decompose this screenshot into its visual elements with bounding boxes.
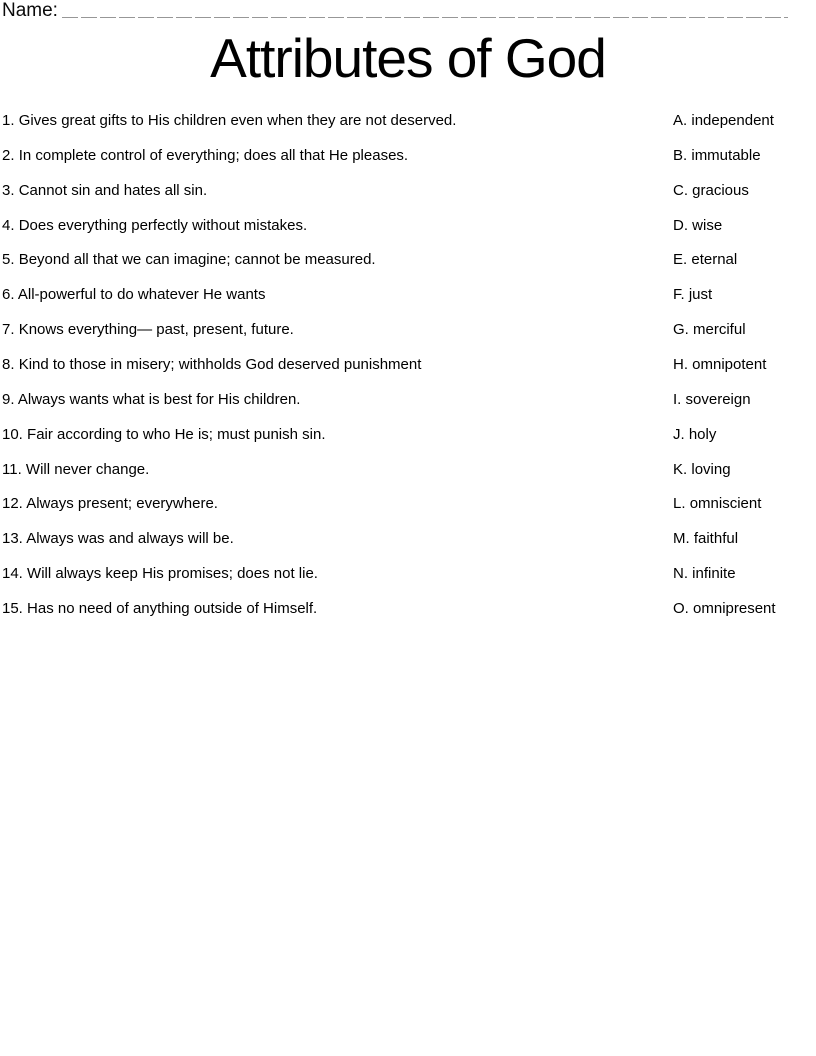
question-text: Cannot sin and hates all sin. [18, 181, 208, 199]
matching-list [0, 104, 816, 627]
question-text: Always present; everywhere. [26, 495, 218, 513]
answer-option [673, 278, 816, 313]
question-number: 4. [2, 216, 15, 234]
question-text: Will always keep His promises; does not lie. [27, 565, 318, 583]
question-text: Beyond all that we can imagine; cannot be measured. [18, 251, 376, 269]
answer-text: gracious [692, 181, 749, 199]
question [0, 592, 673, 627]
answer-option [673, 104, 816, 139]
question [0, 104, 673, 139]
answer-letter: N. [673, 565, 688, 583]
question [0, 209, 673, 244]
answer-option [673, 209, 816, 244]
answer-option [673, 418, 816, 453]
question [0, 174, 673, 209]
answer-letter: M. [673, 530, 690, 548]
match-row [0, 348, 816, 383]
answer-text: faithful [693, 530, 739, 548]
question-text: Always was and always will be. [26, 530, 234, 548]
question-number: 11. [2, 460, 22, 478]
question-text: Does everything perfectly without mistakes. [18, 216, 308, 234]
answer-text: just [688, 286, 713, 304]
answer-text: omnipotent [692, 356, 767, 374]
question [0, 313, 673, 348]
question-number: 1. [2, 112, 15, 129]
question [0, 453, 673, 488]
question [0, 348, 673, 383]
question [0, 243, 673, 278]
question-number: 10. [2, 425, 23, 443]
question-number: 2. [2, 146, 15, 164]
question [0, 139, 673, 174]
question-text: Always wants what is best for His children. [17, 390, 301, 408]
answer-letter: F. [673, 286, 685, 304]
answer-text: holy [688, 425, 717, 443]
question-number: 7. [2, 321, 15, 339]
answer-option [673, 139, 816, 174]
question-text: Gives great gifts to His children even when they are not deserved. [18, 112, 457, 129]
answer-letter: G. [673, 321, 689, 339]
match-row [0, 243, 816, 278]
question-text: Will never change. [25, 460, 150, 478]
question [0, 418, 673, 453]
match-row [0, 522, 816, 557]
question-text: Kind to those in misery; withholds God deserved punishment [18, 356, 422, 374]
question-text: All-powerful to do whatever He wants [17, 286, 266, 304]
answer-option [673, 348, 816, 383]
match-row [0, 139, 816, 174]
answer-text: loving [691, 460, 731, 478]
answer-text: omnipresent [693, 600, 776, 618]
question [0, 522, 673, 557]
answer-letter: K. [673, 460, 688, 478]
match-row [0, 453, 816, 488]
question-text: Has no need of anything outside of Himself. [27, 600, 318, 618]
question [0, 278, 673, 313]
answer-text: sovereign [685, 390, 751, 408]
answer-option [673, 174, 816, 209]
question-number: 14. [2, 565, 23, 583]
answer-letter: A. [673, 112, 688, 129]
question [0, 557, 673, 592]
question-number: 12. [2, 495, 23, 513]
answer-option [673, 592, 816, 627]
answer-text: eternal [691, 251, 738, 269]
question-text: Knows everything— past, present, future. [18, 321, 294, 339]
match-row [0, 313, 816, 348]
match-row [0, 487, 816, 522]
question-number: 5. [2, 251, 15, 269]
question-number: 6. [2, 286, 15, 304]
question-number: 8. [2, 356, 15, 374]
answer-option [673, 383, 816, 418]
answer-text: wise [692, 216, 723, 234]
answer-text: infinite [692, 565, 736, 583]
question-text: Fair according to who He is; must punish sin. [27, 425, 326, 443]
question-number: 13. [2, 530, 23, 548]
answer-text: immutable [691, 146, 761, 164]
answer-option [673, 313, 816, 348]
question [0, 383, 673, 418]
question [0, 487, 673, 522]
name-blank-line [62, 17, 788, 18]
match-row [0, 209, 816, 244]
answer-letter: D. [673, 216, 688, 234]
match-row [0, 383, 816, 418]
answer-letter: L. [673, 495, 686, 513]
answer-letter: B. [673, 146, 688, 164]
answer-letter: C. [673, 181, 688, 199]
name-label: Name: [2, 0, 58, 21]
answer-text: omniscient [689, 495, 762, 513]
answer-option [673, 557, 816, 592]
answer-text: merciful [693, 321, 746, 339]
match-row [0, 104, 816, 139]
answer-letter: J. [673, 425, 685, 443]
page-title: Attributes of God [210, 27, 606, 89]
answer-option [673, 522, 816, 557]
match-row [0, 557, 816, 592]
question-text: In complete control of everything; does all that He pleases. [18, 146, 409, 164]
match-row [0, 278, 816, 313]
question-number: 3. [2, 181, 15, 199]
answer-letter: I. [673, 390, 682, 408]
match-row [0, 174, 816, 209]
answer-letter: O. [673, 600, 689, 618]
match-row [0, 418, 816, 453]
answer-option [673, 243, 816, 278]
match-row [0, 592, 816, 627]
question-number: 9. [2, 390, 15, 408]
answer-option [673, 453, 816, 488]
answer-letter: E. [673, 251, 688, 269]
answer-letter: H. [673, 356, 688, 374]
answer-text: independent [691, 112, 774, 129]
question-number: 15. [2, 600, 23, 618]
answer-option [673, 487, 816, 522]
